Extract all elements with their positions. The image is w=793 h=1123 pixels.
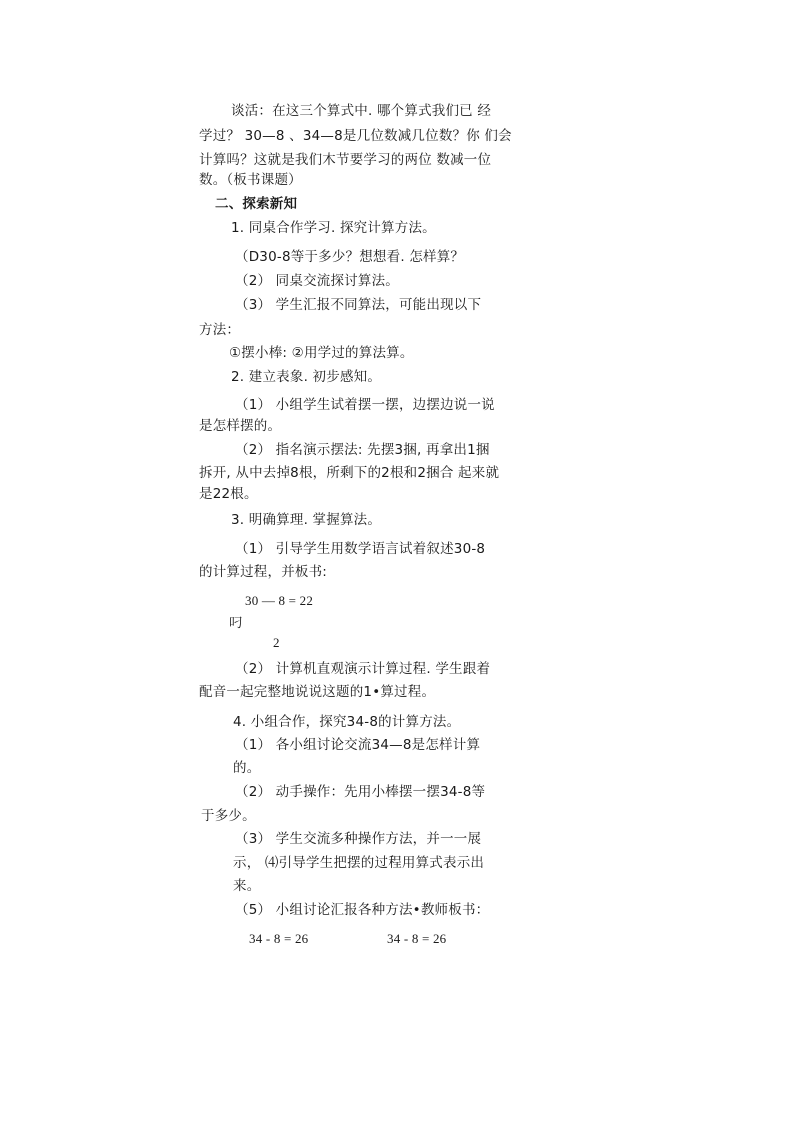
text-line: ①摆小棒: ②用学过的算法算。 xyxy=(229,345,414,361)
text-line: 来。 xyxy=(233,878,261,894)
text-line: 4. 小组合作，探究34-8的计算方法。 xyxy=(233,714,461,730)
text-line: 1. 同桌合作学习. 探究计算方法。 xyxy=(231,220,436,236)
text-line: （1） 小组学生试着摆一摆，边摆边说一说 xyxy=(235,397,495,413)
text-line: 计算吗？这就是我们木节要学习的两位 数减一位 xyxy=(199,152,492,168)
text-line: （1） 各小组讨论交流34—8是怎样计算 xyxy=(235,737,481,753)
text-line: 配音一起完整地说说这题的1•算过程。 xyxy=(199,684,436,700)
text-line: （3） 学生交流多种操作方法，并一一展 xyxy=(235,831,482,847)
text-line: 于多少。 xyxy=(201,808,256,824)
section-heading: 二、探索新知 xyxy=(215,196,298,212)
text-line: （D30-8等于多少？想想看. 怎样算？ xyxy=(235,249,465,265)
text-line: 2. 建立表象. 初步感知。 xyxy=(231,369,382,385)
text-line: 谈活：在这三个算式中. 哪个算式我们已 经 xyxy=(231,103,492,119)
board-equation: 34 - 8 = 26 xyxy=(387,931,447,946)
text-line: 叼 xyxy=(229,615,243,631)
text-line: 学过？ 30—8 、34—8是几位数减几位数？你 们会 xyxy=(199,128,512,144)
text-line: 数。（板书课题） xyxy=(199,172,302,188)
text-line: 是怎样摆的。 xyxy=(199,418,282,434)
text-line: （5） 小组讨论汇报各种方法•教师板书： xyxy=(235,902,490,918)
text-line: （2） 动手操作：先用小棒摆一摆34-8等 xyxy=(235,784,486,800)
text-line: 的计算过程，并板书: xyxy=(199,564,328,580)
board-equation: 30 — 8 = 22 xyxy=(245,593,314,608)
text-line: 是22根。 xyxy=(199,486,258,502)
text-line: 拆开, 从中去掉8根，所剩下的2根和2捆合 起来就 xyxy=(199,465,500,481)
text-line: 3. 明确算理. 掌握算法。 xyxy=(231,512,382,528)
board-equation: 34 - 8 = 26 xyxy=(249,931,309,946)
text-line: 方法： xyxy=(199,322,241,338)
board-digit: 2 xyxy=(273,635,280,650)
text-line: （3） 学生汇报不同算法，可能出现以下 xyxy=(235,297,482,313)
text-line: （1） 引导学生用数学语言试着叙述30-8 xyxy=(235,541,486,557)
text-line: 示， ⑷引导学生把摆的过程用算式表示出 xyxy=(233,855,485,871)
text-line: （2） 指名演示摆法: 先摆3捆, 再拿出1捆 xyxy=(235,442,490,458)
text-line: （2） 同桌交流探讨算法。 xyxy=(235,273,399,289)
text-line: 的。 xyxy=(233,760,261,776)
text-line: （2） 计算机直观演示计算过程. 学生跟着 xyxy=(235,661,491,677)
